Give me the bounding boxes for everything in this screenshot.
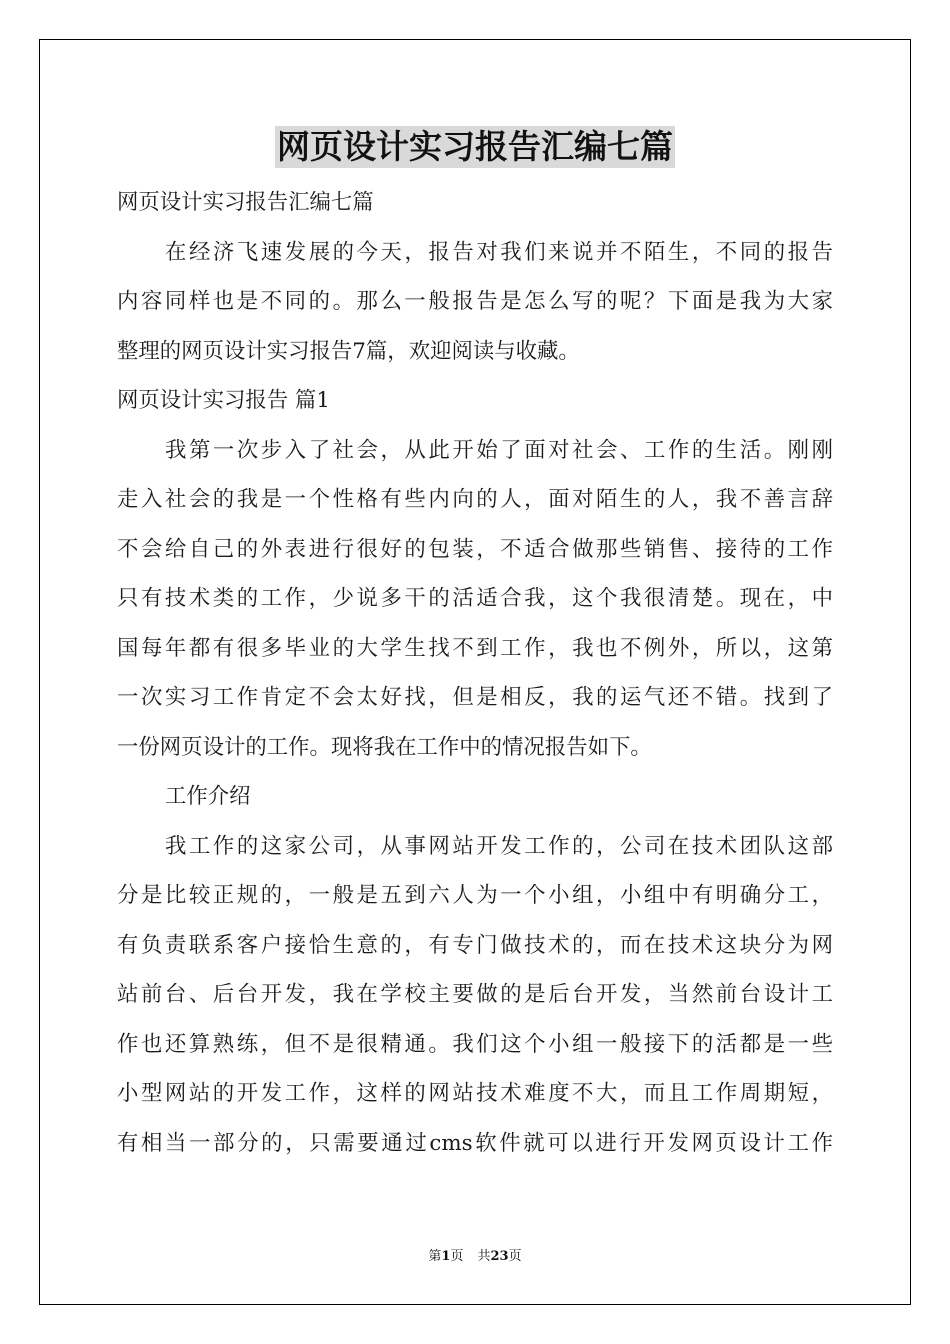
page-prefix: 第 xyxy=(428,1249,442,1264)
paragraph-line: 不会给自己的外表进行很好的包装，不适合做那些销售、接待的工作 xyxy=(117,536,833,562)
subtitle-line: 网页设计实习报告汇编七篇 xyxy=(117,190,374,215)
page-unit: 页 xyxy=(450,1249,464,1264)
current-page-number: 1 xyxy=(441,1249,451,1264)
paragraph-line: 走入社会的我是一个性格有些内向的人，面对陌生的人，我不善言辞 xyxy=(117,487,833,512)
paragraph-line: 只有技术类的工作，少说多干的活适合我，这个我很清楚。现在，中 xyxy=(117,586,833,611)
paragraph-line: 小型网站的开发工作，这样的网站技术难度不大，而且工作周期短， xyxy=(117,1081,833,1106)
paragraph-line: 整理的网页设计实习报告7篇，欢迎阅读与收藏。 xyxy=(117,338,580,364)
title-container xyxy=(0,126,950,168)
paragraph-line: 我工作的这家公司，从事网站开发工作的，公司在技术团队这部 xyxy=(165,833,833,859)
paragraph-line: 我第一次步入了社会，从此开始了面对社会、工作的生活。刚刚 xyxy=(165,437,833,463)
paragraph-line: 国每年都有很多毕业的大学生找不到工作，我也不例外，所以，这第 xyxy=(117,635,833,661)
paragraph-line: 站前台、后台开发，我在学校主要做的是后台开发，当然前台设计工 xyxy=(117,982,833,1007)
subsection-heading: 工作介绍 xyxy=(165,784,251,809)
paragraph-line: 一次实习工作肯定不会太好找，但是相反，我的运气还不错。找到了 xyxy=(117,685,833,710)
document-body xyxy=(117,178,833,1168)
paragraph-line: 在经济飞速发展的今天，报告对我们来说并不陌生，不同的报告 xyxy=(165,239,833,265)
paragraph-line: 一份网页设计的工作。现将我在工作中的情况报告如下。 xyxy=(117,734,652,760)
total-prefix: 共 xyxy=(477,1249,491,1264)
document-title: 网页设计实习报告汇编七篇 xyxy=(277,127,673,166)
total-page-count: 23 xyxy=(490,1249,509,1264)
paragraph-line: 内容同样也是不同的。那么一般报告是怎么写的呢？下面是我为大家 xyxy=(117,289,833,314)
paragraph-line: 作也还算熟练，但不是很精通。我们这个小组一般接下的活都是一些 xyxy=(117,1031,833,1057)
section-heading: 网页设计实习报告 篇1 xyxy=(117,388,330,413)
paragraph-line: 有负责联系客户接恰生意的，有专门做技术的，而在技术这块分为网 xyxy=(117,932,833,958)
paragraph-line: 有相当一部分的，只需要通过cms软件就可以进行开发网页设计工作 xyxy=(117,1130,833,1156)
total-unit: 页 xyxy=(508,1249,522,1264)
paragraph-line: 分是比较正规的，一般是五到六人为一个小组，小组中有明确分工， xyxy=(117,883,833,908)
page-footer xyxy=(0,1248,950,1266)
